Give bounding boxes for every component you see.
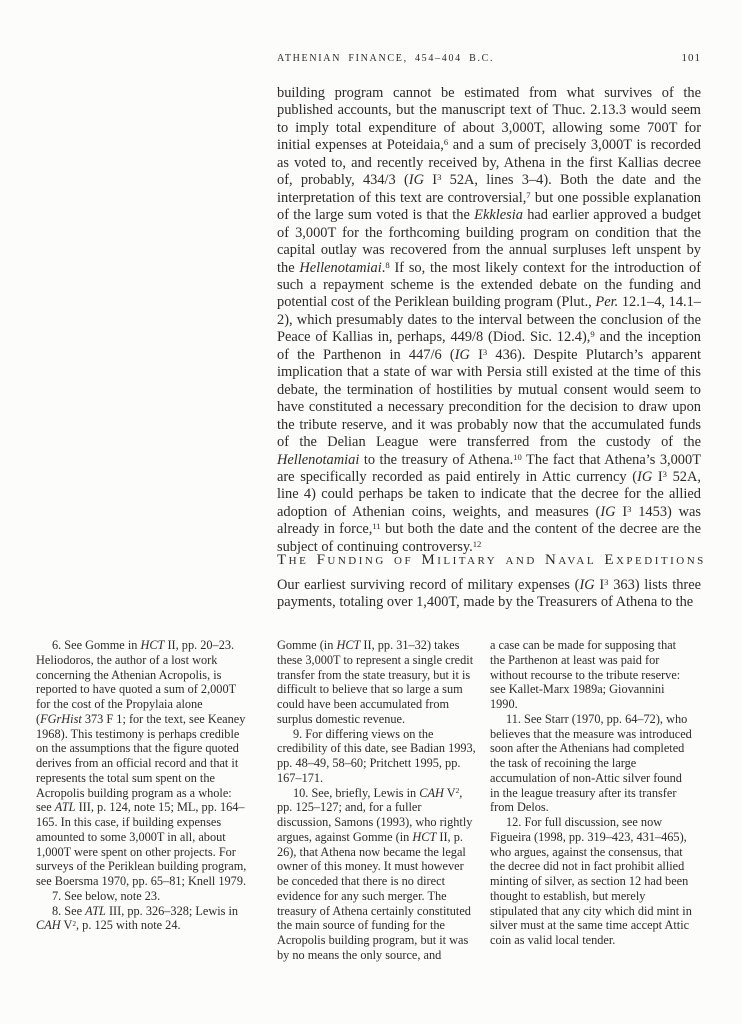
- footnote-12: 12. For full discussion, see now Figueira (1998, pp. 319–423, 431–465), who argues, against the consensus, that the decree did not in fact prohibit allied minting of silver, as section 12 had been thought to establish, but merely stipulated that any city which did mint in silver must at the same time accept Attic coin as valid local tender.: [490, 815, 692, 947]
- running-head-title: ATHENIAN FINANCE, 454–404 B.C.: [277, 53, 495, 64]
- footnote-column-1: [36, 638, 250, 933]
- section-heading: The Funding of Military and Naval Expeditions: [277, 552, 706, 568]
- body-paragraph-2: Our earliest surviving record of military expenses (IG $I^3$ 363) lists three payments, totaling over 1,400T, made by the Treasurers of Athena to the: [277, 577, 701, 611]
- footnote-8-continuation: Gomme (in HCT II, pp. 31–32) takes these 3,000T to represent a single credit transfer from the state treasury, but it is difficult to believe that so large a sum could have been accumulated from surplus domestic revenue.: [277, 638, 474, 726]
- footnote-column-3: [490, 638, 694, 948]
- footnote-column-2: [277, 638, 476, 963]
- footnote-7: 7. See below, note 23.: [52, 888, 161, 903]
- page-number: 101: [681, 52, 701, 64]
- footnote-6: 6. See Gomme in HCT II, pp. 20–23. Heliodoros, the author of a lost work concerning the Athenian Acropolis, is reported to have quoted a sum of 2,000T for the cost of the Propylaia alone (FGrHist 373 F 1; for the text, see Keaney 1968). This testimony is perhaps credible on the assumptions that the figure quoted derives from an official record and that it represents the total sum spent on the Acropolis building program as a whole: see ATL III, p. 124, note 15; ML, pp. 164–165. In this case, if building expenses amounted to some 3,000T in all, about 1,000T were spent on other projects. For surveys of the Periklean building program, see Boersma 1970, pp. 65–81; Knell 1979.: [36, 638, 247, 888]
- footnote-10-continuation: a case can be made for supposing that the Parthenon at least was paid for without recourse to the tribute reserve: see Kallet-Marx 1989a; Giovannini 1990.: [490, 638, 681, 711]
- footnote-9: 9. For differing views on the credibility of this date, see Badian 1993, pp. 48–49, 58–60; Pritchett 1995, pp. 167–171.: [277, 726, 476, 785]
- body-paragraph-1: building program cannot be estimated from what survives of the published accounts, but the manuscript text of Thuc. 2.13.3 would seem to imply total expenditure of about 3,000T, allowing some 700T for initial expenses at Poteidaia,$^6$ and a sum of precisely 3,000T is recorded as voted to, and recently received by, Athena in the first Kallias decree of, probably, 434/3 (IG $I^3$ 52A, lines 3–4). Both the date and the interpretation of this text are controversial,$^7$ but one possible explanation of the large sum voted is that the Ekklesia had earlier approved a budget of 3,000T for the forthcoming building program on condition that the capital outlay was recovered from the annual surpluses left unspent by the Hellenotamiai.$^8$ If so, the most likely context for the introduction of such a repayment scheme is the extended debate on the funding and potential cost of the Periklean building program (Plut., Per. 12.1–4, 14.1–2), which presumably dates to the interval between the conclusion of the Peace of Kallias in, perhaps, 449/8 (Diod. Sic. 12.4),$^9$ and the inception of the Parthenon in 447/6 (IG $I^3$ 436). Despite Plutarch’s apparent implication that a state of war with Persia still existed at the time of this debate, the termination of hostilities by mutual consent would seem to have constituted a necessary precondition for the decision to draw upon the tribute reserve, and it was probably now that the accumulated funds of the Delian League were transferred from the custody of the Hellenotamiai to the treasury of Athena.$^{10}$ The fact that Athena’s 3,000T are specifically recorded as paid entirely in Attic currency (IG $I^3$ 52A, line 4) could perhaps be taken to indicate that the decree for the allied adoption of Athenian coins, weights, and measures (IG $I^3$ 1453) was already in force,$^{11}$ but both the date and the content of the decree are the subject of continuing controversy.$^{12}$: [277, 85, 702, 555]
- footnote-10: 10. See, briefly, Lewis in CAH $V^2$, pp. 125–127; and, for a fuller discussion, Samons (1993), who rightly argues, against Gomme (in HCT II, p. 26), that Athena now became the legal owner of this money. It must however be conceded that there is no direct evidence for any such merger. The treasury of Athena certainly constituted the main source of funding for the Acropolis building program, but it was by no means the only source, and: [277, 785, 473, 962]
- footnote-11: 11. See Starr (1970, pp. 64–72), who believes that the measure was introduced soon after the Athenians had completed the task of recoining the large accumulation of non-Attic silver found in the league treasury after its transfer from Delos.: [490, 711, 692, 815]
- footnote-8: 8. See ATL III, pp. 326–328; Lewis in CAH $V^2$, p. 125 with note 24.: [36, 903, 239, 933]
